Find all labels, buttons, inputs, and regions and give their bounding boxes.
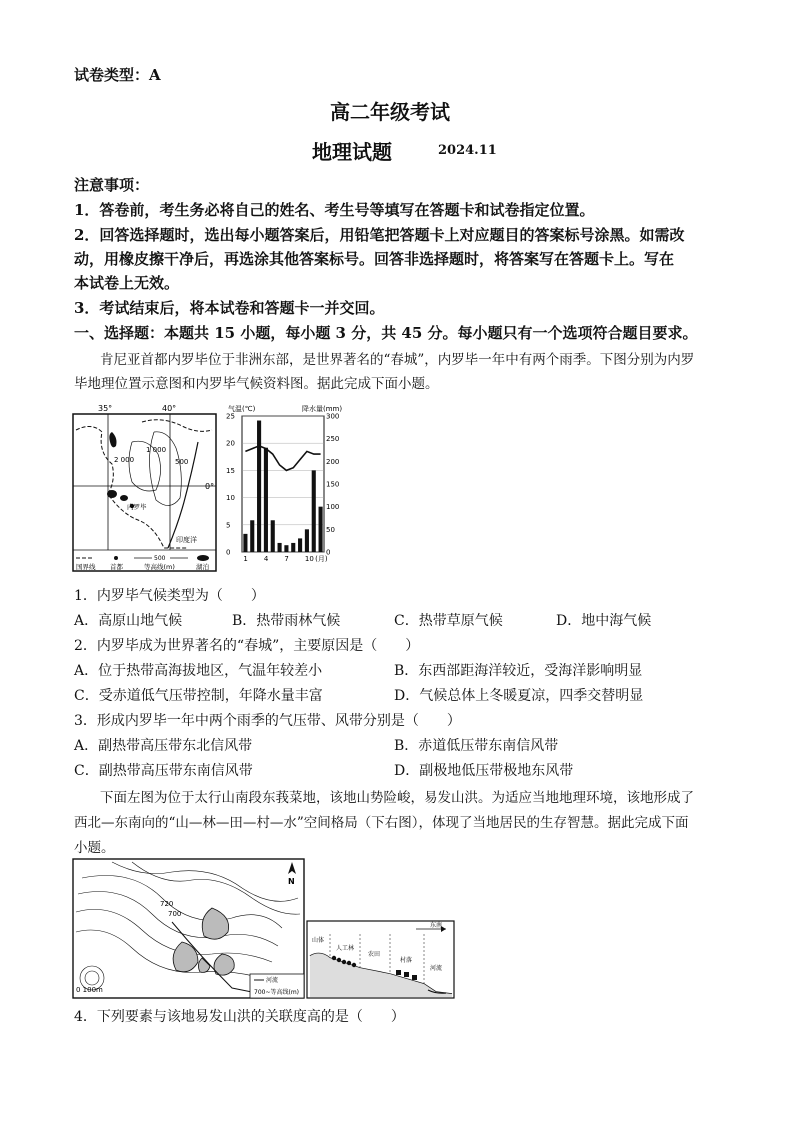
left-tick-label: 25 (226, 412, 235, 421)
lon-label: 40° (162, 404, 177, 413)
right-tick-label: 150 (326, 480, 340, 489)
option-b[interactable]: B．东西部距海洋较近，受海洋影响明显 (394, 663, 643, 679)
option-a[interactable]: A．高原山地气候 (74, 613, 183, 629)
precip-bar (305, 529, 309, 552)
x-tick-label: 7 (284, 555, 289, 563)
option-d[interactable]: D．副极地低压带极地东风带 (394, 763, 574, 779)
left-tick-label: 0 (226, 548, 231, 557)
option-d[interactable]: D．地中海气候 (556, 613, 652, 629)
option-b[interactable]: B．热带雨林气候 (232, 613, 341, 629)
profile-label: 河流 (430, 965, 443, 972)
question-stem: 4．下列要素与该地易发山洪的关联度高的是（ ） (74, 1009, 405, 1025)
precip-bar (257, 421, 261, 552)
legend-label: 国界线 (76, 563, 96, 571)
nairobi-climate-chart (224, 402, 344, 574)
passage-line: 西北—东南向的“山—林—田—村—水”空间格局（下右图），体现了当地居民的生存智慧。据此完成下面 (74, 815, 689, 831)
right-tick-label: 50 (326, 525, 335, 534)
legend-label: 等高线(m) (144, 563, 175, 571)
option-a[interactable]: A．位于热带高海拔地区，气温年较差小 (74, 663, 323, 679)
left-tick-label: 10 (226, 494, 235, 503)
option-c[interactable]: C．受赤道低气压带控制，年降水量丰富 (74, 688, 323, 704)
paper-type: 试卷类型：A (74, 66, 161, 84)
notice-line: 本试卷上无效。 (74, 274, 180, 292)
option-d[interactable]: D．气候总体上冬暖夏凉，四季交替明显 (394, 688, 644, 704)
passage-line: 小题。 (74, 840, 115, 856)
direction-label: 东南 (430, 922, 443, 929)
passage-line: 下面左图为位于太行山南段东莪菜地，该地山势险峻，易发山洪。为适应当地地理环境，该地形成了 (100, 790, 694, 806)
option-c[interactable]: C．热带草原气候 (394, 613, 503, 629)
lon-label: 35° (98, 404, 113, 413)
passage-line: 毕地理位置示意图和内罗毕气候资料图。据此完成下面小题。 (74, 376, 439, 392)
legend-label: 河流 (266, 977, 279, 984)
precip-bar (271, 520, 275, 552)
precip-bar (243, 534, 247, 552)
city-label: 内罗毕 (127, 503, 147, 511)
notice-line: 3．考试结束后，将本试卷和答题卡一并交回。 (74, 299, 385, 317)
notice-line: 2．回答选择题时，选出每小题答案后，用铅笔把答题卡上对应题目的答案标号涂黑。如需改 (74, 226, 685, 244)
option-c[interactable]: C．副热带高压带东南信风带 (74, 763, 253, 779)
contour-label: 700 (168, 910, 182, 918)
notice-line: 1．答卷前，考生务必将自己的姓名、考生号等填写在答题卡和试卷指定位置。 (74, 201, 595, 219)
left-axis-title: 气温(℃) (228, 405, 256, 413)
profile-label: 山体 (312, 937, 325, 944)
precip-bar (312, 470, 316, 552)
question-stem: 2．内罗毕成为世界著名的“春城”，主要原因是（ ） (74, 638, 420, 654)
precip-bar (291, 543, 295, 552)
spatial-profile (306, 920, 456, 1000)
precip-bar (319, 507, 323, 552)
notice-heading: 注意事项： (74, 176, 150, 194)
contour-map (72, 858, 306, 1000)
precip-bar (284, 545, 288, 552)
precip-bar (264, 448, 268, 552)
option-a[interactable]: A．副热带高压带东北信风带 (74, 738, 253, 754)
x-unit-label: (月) (315, 555, 328, 563)
legend-contour-value: 500 (154, 555, 166, 562)
legend-label: 700~等高线(m) (254, 989, 300, 996)
left-tick-label: 15 (226, 466, 235, 475)
right-tick-label: 300 (326, 412, 340, 421)
profile-label: 人工林 (336, 945, 355, 952)
question-stem: 1．内罗毕气候类型为（ ） (74, 588, 265, 604)
section-heading: 一、选择题：本题共 15 小题，每小题 3 分，共 45 分。每小题只有一个选项符合题目要求。 (74, 324, 698, 342)
x-tick-label: 10 (304, 555, 314, 563)
subject-title: 地理试题 (312, 140, 392, 164)
left-tick-label: 5 (226, 521, 231, 530)
ocean-label: 印度洋 (176, 536, 197, 544)
nairobi-location-map (72, 402, 218, 574)
question-stem: 3．形成内罗毕一年中两个雨季的气压带、风带分别是（ ） (74, 713, 461, 729)
right-tick-label: 0 (326, 548, 331, 557)
north-arrow: N (288, 877, 295, 886)
right-tick-label: 100 (326, 503, 340, 512)
exam-title: 高二年级考试 (330, 100, 450, 124)
right-tick-label: 250 (326, 435, 340, 444)
contour-label: 720 (160, 900, 174, 908)
legend-label: 首都 (110, 563, 123, 571)
lat-label: 0° (205, 482, 215, 491)
precip-bar (250, 520, 254, 552)
right-tick-label: 200 (326, 457, 340, 466)
passage-line: 肯尼亚首都内罗毕位于非洲东部，是世界著名的“春城”，内罗毕一年中有两个雨季。下图分别为内罗 (100, 352, 695, 368)
contour-label: 1 000 (146, 446, 167, 454)
profile-label: 村落 (400, 957, 413, 964)
profile-label: 农田 (368, 951, 381, 958)
right-axis-title: 降水量(mm) (302, 405, 343, 413)
x-tick-label: 1 (243, 555, 248, 563)
left-tick-label: 20 (226, 439, 235, 448)
legend-label: 湖泊 (196, 563, 209, 571)
precip-bar (298, 538, 302, 552)
option-b[interactable]: B．赤道低压带东南信风带 (394, 738, 559, 754)
scale-label: 0 100m (76, 986, 103, 994)
contour-label: 2 000 (114, 456, 135, 464)
contour-label: 500 (175, 458, 189, 466)
precip-bar (278, 543, 282, 552)
notice-line: 动，用橡皮擦干净后，再选涂其他答案标号。回答非选择题时，将答案写在答题卡上。写在 (74, 250, 675, 268)
exam-date: 2024.11 (438, 143, 497, 158)
x-tick-label: 4 (263, 555, 269, 563)
